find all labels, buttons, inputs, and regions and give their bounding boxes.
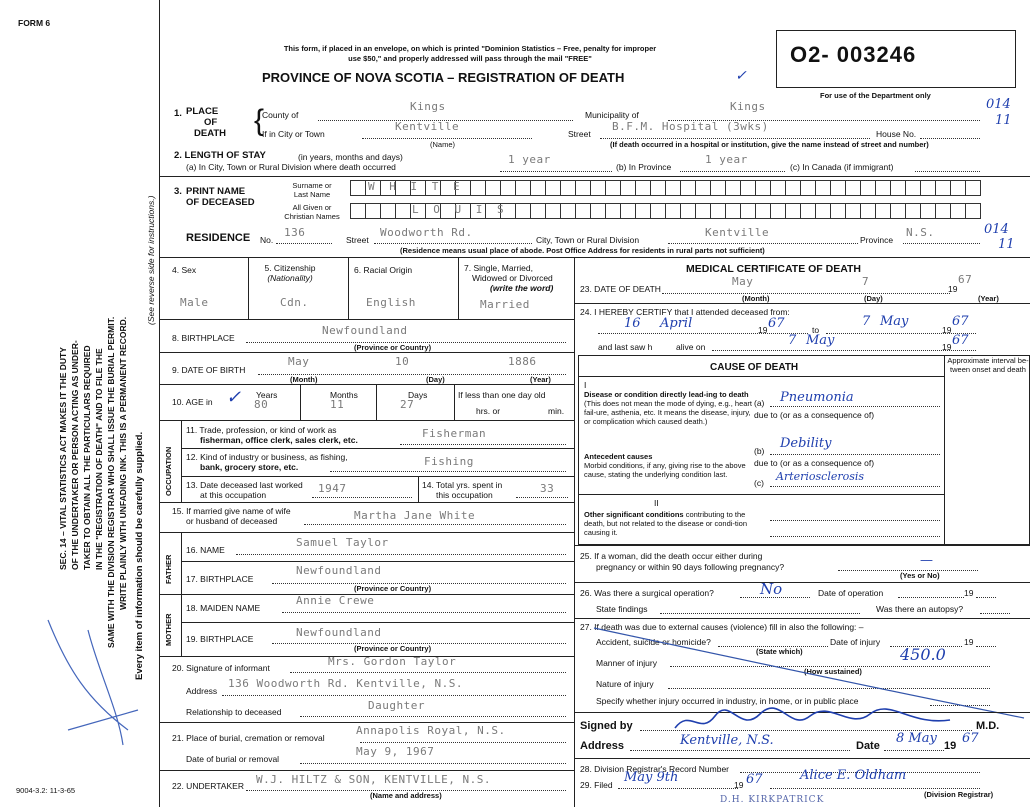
dept-code-450: 450.0: [900, 645, 946, 664]
filed-day: May 9th: [624, 770, 679, 785]
attended-from-month: April: [660, 316, 693, 331]
given-names-value: L O U I S: [412, 203, 508, 216]
citizenship-value: Cdn.: [280, 296, 309, 309]
registrar-stamp: D.H. KIRKPATRICK: [720, 795, 825, 805]
registrar-signature: Alice E. Oldham: [800, 768, 907, 783]
place-of-death-label: PLACE OF DEATH: [186, 106, 227, 139]
residence-province: N.S.: [906, 226, 935, 239]
dept-code-2: 11: [995, 113, 1012, 128]
surgical-operation-value: No: [760, 580, 783, 598]
attended-from-day: 16: [624, 316, 641, 331]
spouse-value: Martha Jane White: [354, 509, 476, 522]
age-years: 80: [254, 398, 269, 411]
death-year: 67: [958, 273, 973, 286]
mother-maiden-name: Annie Crewe: [296, 594, 375, 607]
stay-province-value: 1 year: [705, 153, 748, 166]
dob-day: 10: [395, 355, 410, 368]
municipality-value: Kings: [730, 100, 766, 113]
attended-to-month: May: [880, 314, 909, 329]
father-name: Samuel Taylor: [296, 536, 389, 549]
county-value: Kings: [410, 100, 446, 113]
mother-side-label: MOTHER: [164, 613, 173, 646]
medical-cert-heading: MEDICAL CERTIFICATE OF DEATH: [686, 263, 861, 275]
form-number: FORM 6: [18, 18, 51, 28]
informant-signature: Mrs. Gordon Taylor: [328, 655, 457, 668]
attended-to-day: 7: [862, 314, 871, 329]
stay-city-value: 1 year: [508, 153, 551, 166]
street-value: B.F.M. Hospital (3wks): [612, 120, 769, 133]
undertaker-value: W.J. HILTZ & SON, KENTVILLE, N.S.: [256, 773, 492, 786]
form-title: PROVINCE OF NOVA SCOTIA – REGISTRATION OF DEATH: [262, 70, 625, 85]
last-seen-day: 7: [788, 333, 797, 348]
last-worked-value: 1947: [318, 482, 347, 495]
signature-date: 8 May: [896, 731, 937, 746]
burial-date: May 9, 1967: [356, 745, 435, 758]
industry-value: Fishing: [424, 455, 474, 468]
residence-street: Woodworth Rd.: [380, 226, 473, 239]
birthplace-value: Newfoundland: [322, 324, 408, 337]
signature-year: 67: [962, 731, 979, 746]
dob-month: May: [288, 355, 310, 368]
dept-code-4: 11: [998, 237, 1015, 252]
city-value: Kentville: [395, 120, 460, 133]
registration-number: O2- 003246: [790, 42, 917, 67]
age-days: 27: [400, 398, 415, 411]
cause-of-death-heading: CAUSE OF DEATH: [710, 362, 799, 373]
attendance-certify: 24. I HEREBY CERTIFY that I attended deceased from:: [580, 307, 790, 317]
physician-address: Kentville, N.S.: [680, 733, 774, 748]
occupation-side-label: OCCUPATION: [164, 446, 173, 496]
filed-year: 67: [746, 772, 763, 787]
mailing-notice-1: This form, if placed in an envelope, on which is printed "Dominion Statistics – Free, penalty for improper: [283, 44, 657, 53]
burial-place: Annapolis Royal, N.S.: [356, 724, 506, 737]
racial-origin-value: English: [366, 296, 416, 309]
attended-from-year: 67: [768, 316, 785, 331]
dept-code-3: 014: [984, 222, 1009, 237]
last-seen-year: 67: [952, 333, 969, 348]
total-years-value: 33: [540, 482, 555, 495]
interval-label: Approximate interval be-tween onset and death: [947, 356, 1029, 374]
trade-value: Fisherman: [422, 427, 487, 440]
dept-use-label: For use of the Department only: [820, 91, 931, 100]
attended-to-year: 67: [952, 314, 969, 329]
surname-value: W H I T E: [368, 180, 464, 193]
relationship-value: Daughter: [368, 699, 425, 712]
father-birthplace: Newfoundland: [296, 564, 382, 577]
cause-a-value: Pneumonia: [780, 390, 854, 405]
marital-value: Married: [480, 298, 530, 311]
cause-b-value: Debility: [780, 436, 832, 451]
residence-city: Kentville: [705, 226, 770, 239]
residence-number: 136: [284, 226, 306, 239]
dob-year: 1886: [508, 355, 537, 368]
death-month: May: [732, 275, 754, 288]
blue-scribble-mark: [28, 610, 158, 750]
father-side-label: FATHER: [164, 554, 173, 584]
cause-c-value: Arteriosclerosis: [776, 470, 865, 483]
form-code: 9004-3.2: 11-3-65: [16, 786, 76, 795]
mailing-notice-2: use $50," and properly addressed will pass through the mail "FREE": [348, 54, 592, 63]
dept-code-1: 014: [986, 97, 1011, 112]
mother-birthplace: Newfoundland: [296, 626, 382, 639]
sex-value: Male: [180, 296, 209, 309]
residence-label: RESIDENCE: [186, 232, 251, 244]
stay-label: 2. LENGTH OF STAY: [174, 150, 266, 161]
death-day: 7: [862, 275, 870, 288]
last-seen-month: May: [806, 333, 835, 348]
age-months: 11: [330, 398, 345, 411]
print-name-label: PRINT NAME OF DECEASED: [186, 186, 255, 208]
informant-address: 136 Woodworth Rd. Kentville, N.S.: [228, 677, 464, 690]
